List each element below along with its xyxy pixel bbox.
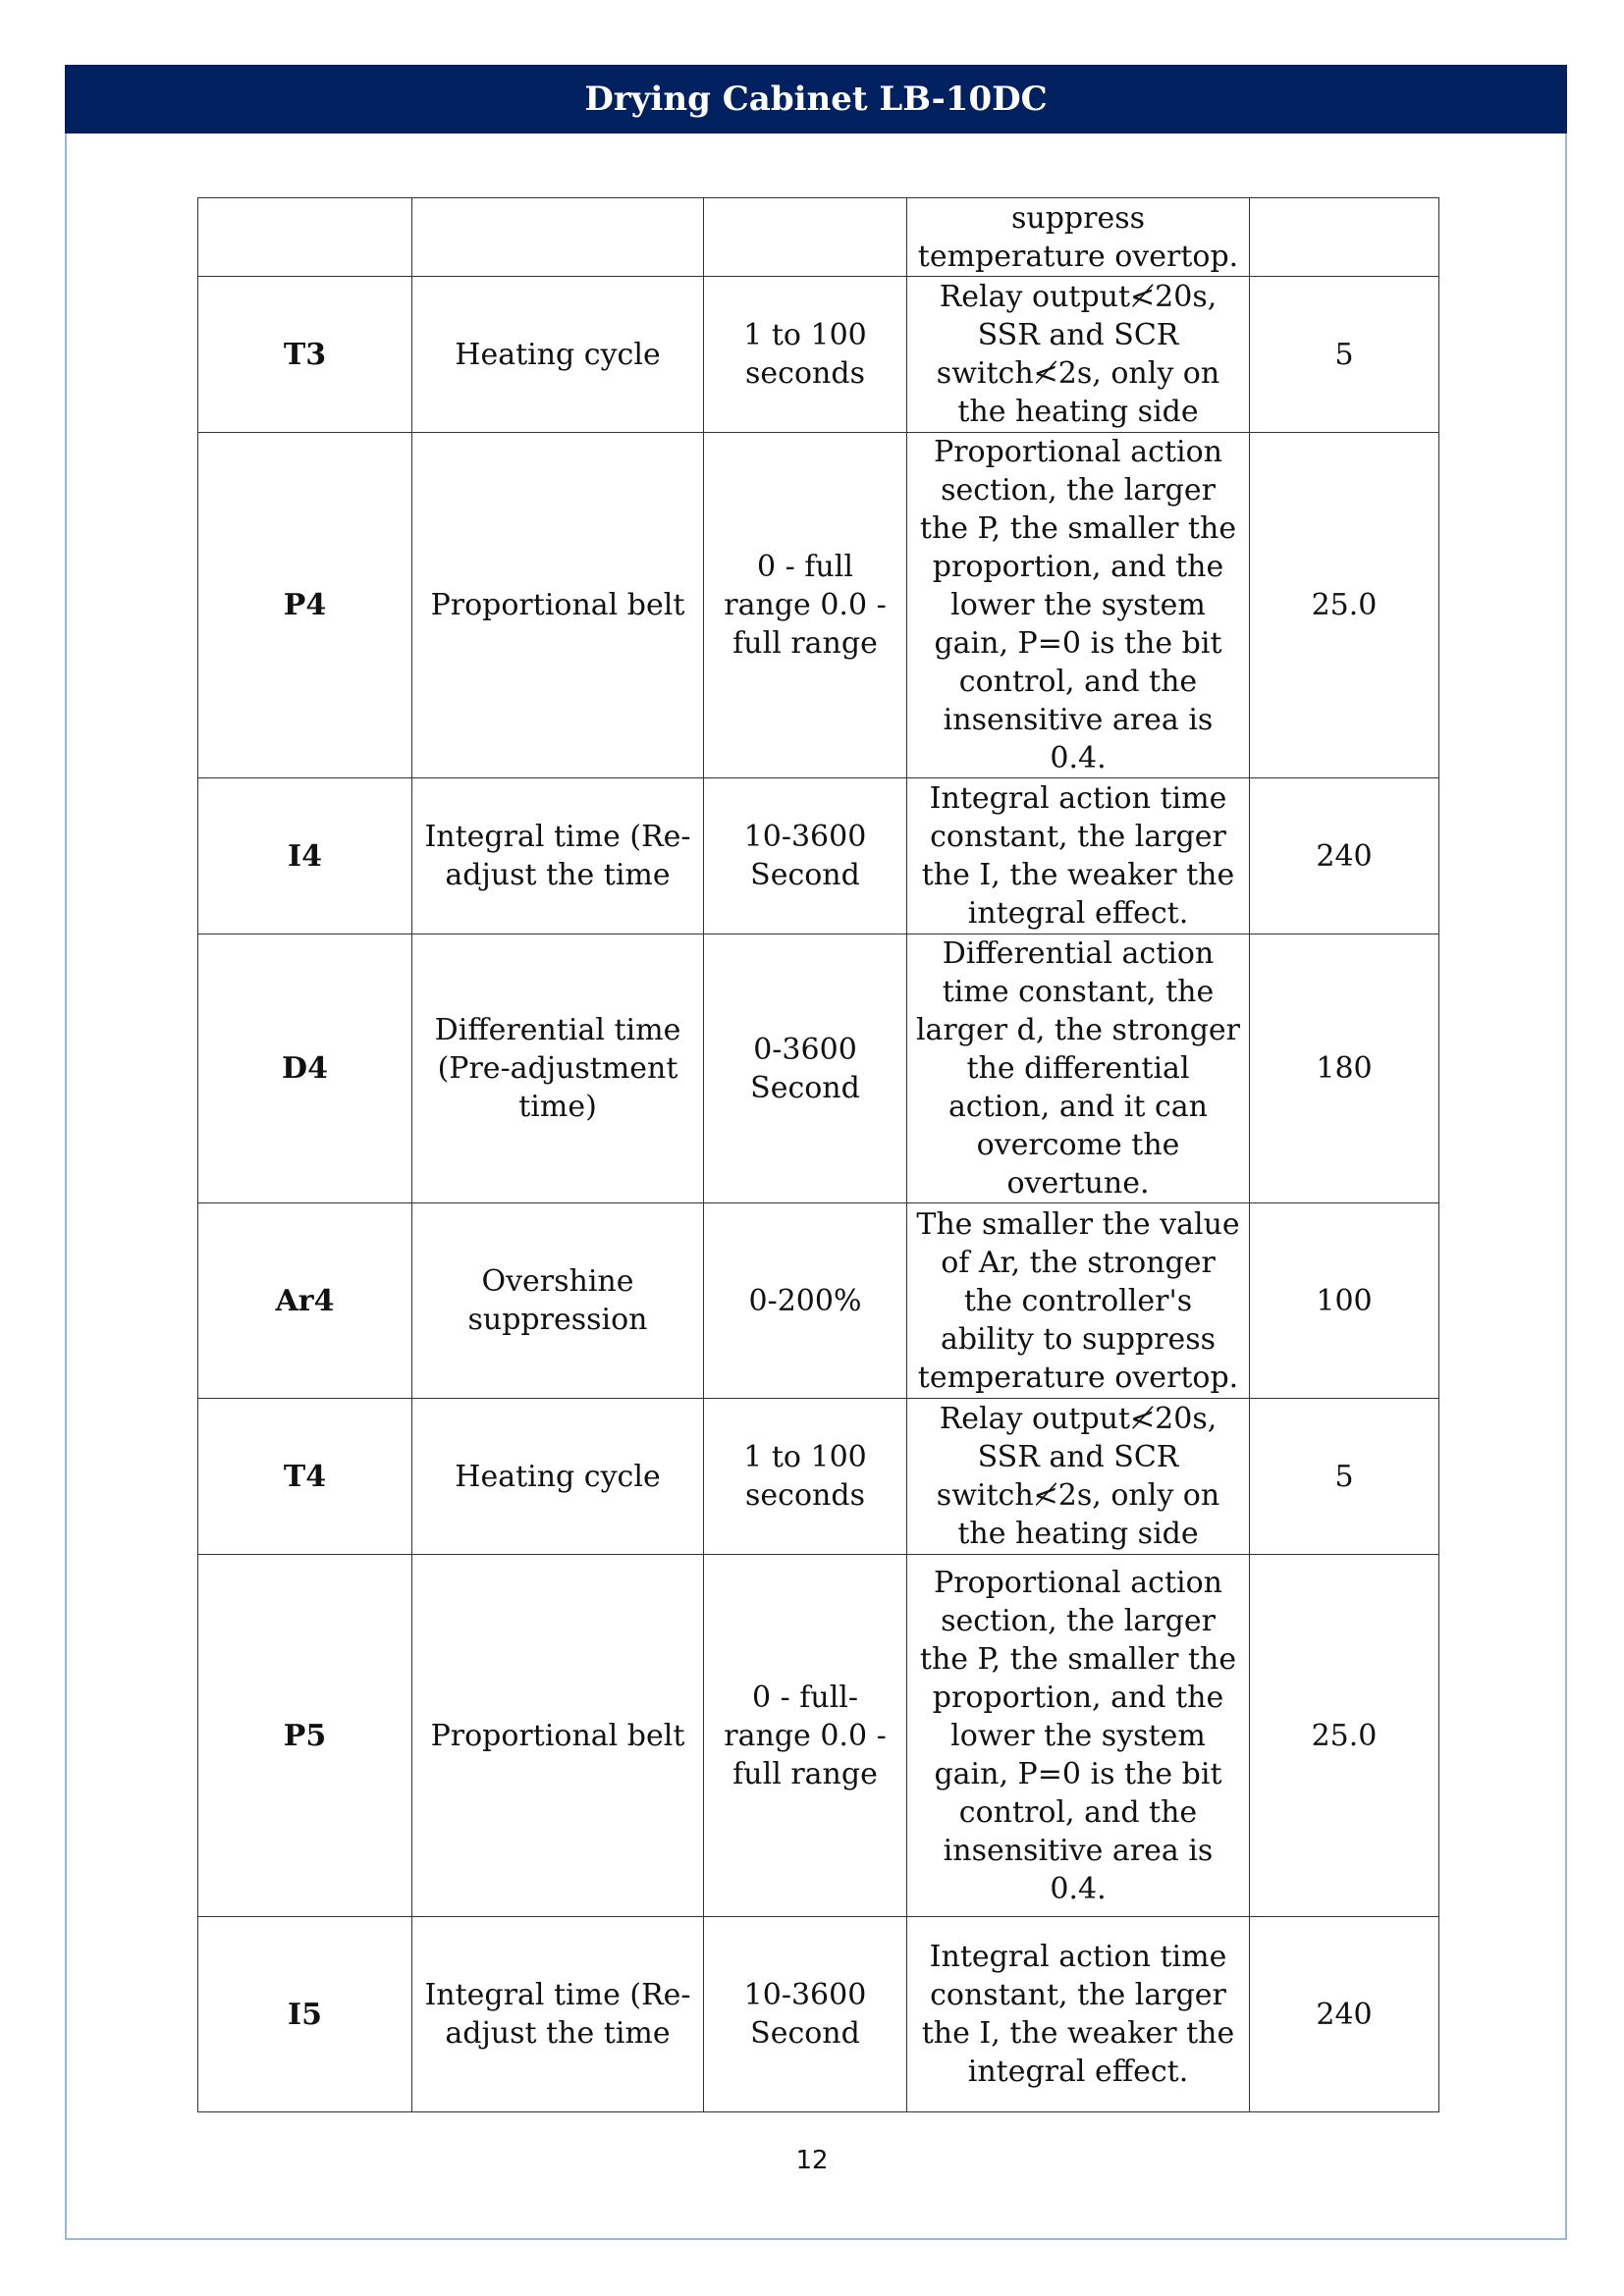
param-default: 180 <box>1250 934 1439 1203</box>
param-default <box>1250 198 1439 277</box>
table-row <box>198 934 1439 1203</box>
param-name: Proportional belt <box>412 433 704 778</box>
param-description: Proportional action section, the larger the P, the smaller the proportion, and the lower the system gain, P=0 is the bit control, and the insensitive area is 0.4. <box>907 433 1250 778</box>
param-code: T3 <box>198 277 412 433</box>
table-row <box>198 277 1439 433</box>
table-row <box>198 198 1439 277</box>
param-range: 0 - full range 0.0 - full range <box>704 433 907 778</box>
page-number: 12 <box>795 2146 829 2175</box>
param-name: Heating cycle <box>412 1399 704 1555</box>
param-range: 1 to 100 seconds <box>704 1399 907 1555</box>
param-name: Overshine suppression <box>412 1203 704 1399</box>
param-code: I4 <box>198 778 412 934</box>
param-default: 100 <box>1250 1203 1439 1399</box>
param-code: P4 <box>198 433 412 778</box>
param-range: 0-200% <box>704 1203 907 1399</box>
param-description: Relay output≮20s, SSR and SCR switch≮2s, only on the heating side <box>907 277 1250 433</box>
param-description: Differential action time constant, the larger d, the stronger the differential action, and it can overcome the overtune. <box>907 934 1250 1203</box>
param-range: 1 to 100 seconds <box>704 277 907 433</box>
param-default: 25.0 <box>1250 433 1439 778</box>
param-range: 10-3600 Second <box>704 1917 907 2112</box>
param-description: Relay output≮20s, SSR and SCR switch≮2s, only on the heating side <box>907 1399 1250 1555</box>
param-code: T4 <box>198 1399 412 1555</box>
param-default: 5 <box>1250 277 1439 433</box>
table-row <box>198 433 1439 778</box>
param-name <box>412 198 704 277</box>
table-row <box>198 1203 1439 1399</box>
param-name: Proportional belt <box>412 1555 704 1917</box>
param-description: Integral action time constant, the larger the I, the weaker the integral effect. <box>907 778 1250 934</box>
table-row <box>198 1399 1439 1555</box>
param-description: Proportional action section, the larger the P, the smaller the proportion, and the lower the system gain, P=0 is the bit control, and the insensitive area is 0.4. <box>907 1555 1250 1917</box>
table-row <box>198 778 1439 934</box>
param-code: Ar4 <box>198 1203 412 1399</box>
param-description: suppress temperature overtop. <box>907 198 1250 277</box>
param-default: 25.0 <box>1250 1555 1439 1917</box>
param-range: 0 - full-range 0.0 - full range <box>704 1555 907 1917</box>
document-title: Drying Cabinet LB-10DC <box>584 80 1048 119</box>
param-name: Integral time (Re-adjust the time <box>412 1917 704 2112</box>
param-default: 5 <box>1250 1399 1439 1555</box>
param-range <box>704 198 907 277</box>
param-description: Integral action time constant, the larger the I, the weaker the integral effect. <box>907 1917 1250 2112</box>
param-default: 240 <box>1250 1917 1439 2112</box>
table-row <box>198 1555 1439 1917</box>
param-code <box>198 198 412 277</box>
param-code: P5 <box>198 1555 412 1917</box>
param-name: Integral time (Re-adjust the time <box>412 778 704 934</box>
param-description: The smaller the value of Ar, the stronger the controller's ability to suppress temperature overtop. <box>907 1203 1250 1399</box>
param-code: I5 <box>198 1917 412 2112</box>
param-range: 0-3600 Second <box>704 934 907 1203</box>
param-name: Differential time (Pre-adjustment time) <box>412 934 704 1203</box>
param-code: D4 <box>198 934 412 1203</box>
table-row <box>198 1917 1439 2112</box>
parameter-table <box>197 197 1439 2112</box>
param-name: Heating cycle <box>412 277 704 433</box>
document-header <box>65 65 1567 133</box>
param-range: 10-3600 Second <box>704 778 907 934</box>
param-default: 240 <box>1250 778 1439 934</box>
